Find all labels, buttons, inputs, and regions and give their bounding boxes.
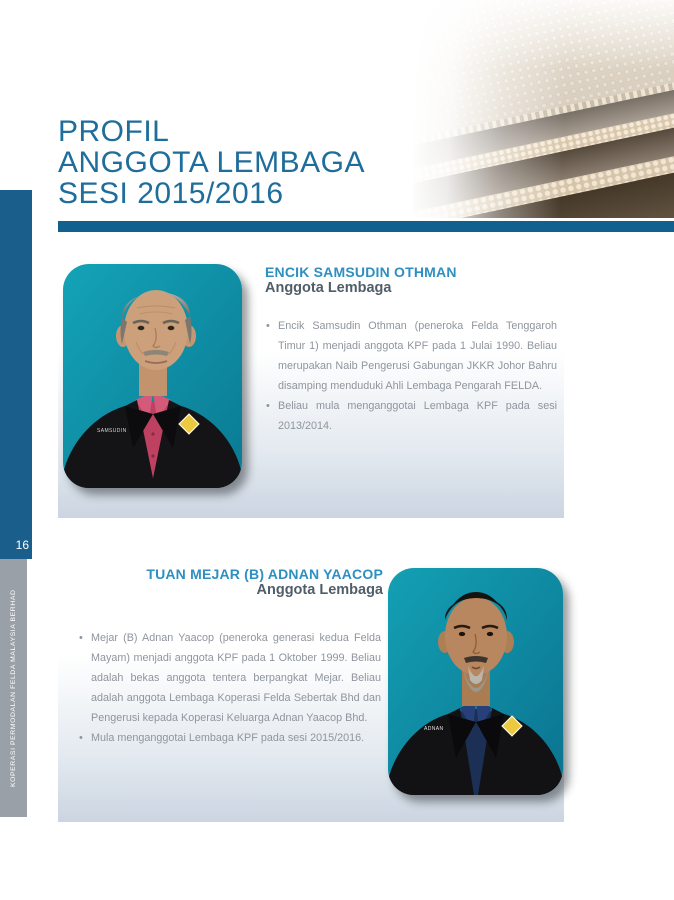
profile-role: Anggota Lembaga	[256, 582, 383, 598]
roof-decoration-image	[413, 0, 674, 218]
photo-name-tag: SAMSUDIN	[97, 428, 127, 434]
profile-role: Anggota Lembaga	[265, 280, 392, 296]
profile-bullet: • Mejar (B) Adnan Yaacop (peneroka generasi kedua Felda Mayam) menjadi anggota KPF pada 1 Oktober 1999. Beliau adalah bekas anggota tentera berpangkat Mejar. Beliau adalah anggota Lembaga Koperasi Felda Sebertak Bhd dan Pengerusi kepada Koperasi Keluarga Adnan Yaacop Bhd.	[78, 628, 381, 728]
portrait-samsudin-illustration	[63, 264, 242, 488]
profile-section-samsudin	[58, 248, 564, 518]
title-underline-bar	[58, 221, 674, 232]
sidebar-vertical-text: KOPERASI PERMODALAN FELDA MALAYSIA BERHAD	[10, 589, 17, 787]
page-title	[58, 116, 365, 209]
profile-text-adnan	[58, 566, 383, 599]
sidebar-page-block	[0, 190, 32, 559]
page-title-line-2: ANGGOTA LEMBAGA	[58, 146, 366, 179]
profile-photo-adnan	[388, 568, 563, 795]
page-title-line-1: PROFIL	[58, 115, 170, 148]
white-fade-overlay	[413, 0, 674, 218]
photo-name-tag: ADNAN	[424, 726, 444, 732]
profile-text-samsudin	[265, 264, 565, 297]
sidebar-brand-strip	[0, 559, 27, 817]
page-number: 16	[15, 538, 29, 552]
profile-photo-samsudin	[63, 264, 242, 488]
profile-bullets-samsudin	[265, 316, 557, 436]
profile-section-adnan	[58, 552, 564, 822]
profile-bullet: • Encik Samsudin Othman (peneroka Felda Tenggaroh Timur 1) menjadi anggota KPF pada 1 Julai 1990. Beliau merupakan Naib Pengerusi Gabungan JKKR Johor Bahru disamping menduduki Ahli Lembaga Pengarah FELDA.	[265, 316, 557, 396]
profile-bullets-adnan	[78, 628, 381, 748]
profile-bullet: • Beliau mula menganggotai Lembaga KPF pada sesi 2013/2014.	[265, 396, 557, 436]
page-title-line-3: SESI 2015/2016	[58, 177, 284, 210]
profile-bullet: • Mula menganggotai Lembaga KPF pada sesi 2015/2016.	[78, 728, 381, 748]
profile-name: ENCIK SAMSUDIN OTHMAN	[265, 264, 457, 280]
portrait-adnan-illustration	[388, 568, 563, 795]
profile-name: TUAN MEJAR (B) ADNAN YAACOP	[146, 566, 383, 582]
